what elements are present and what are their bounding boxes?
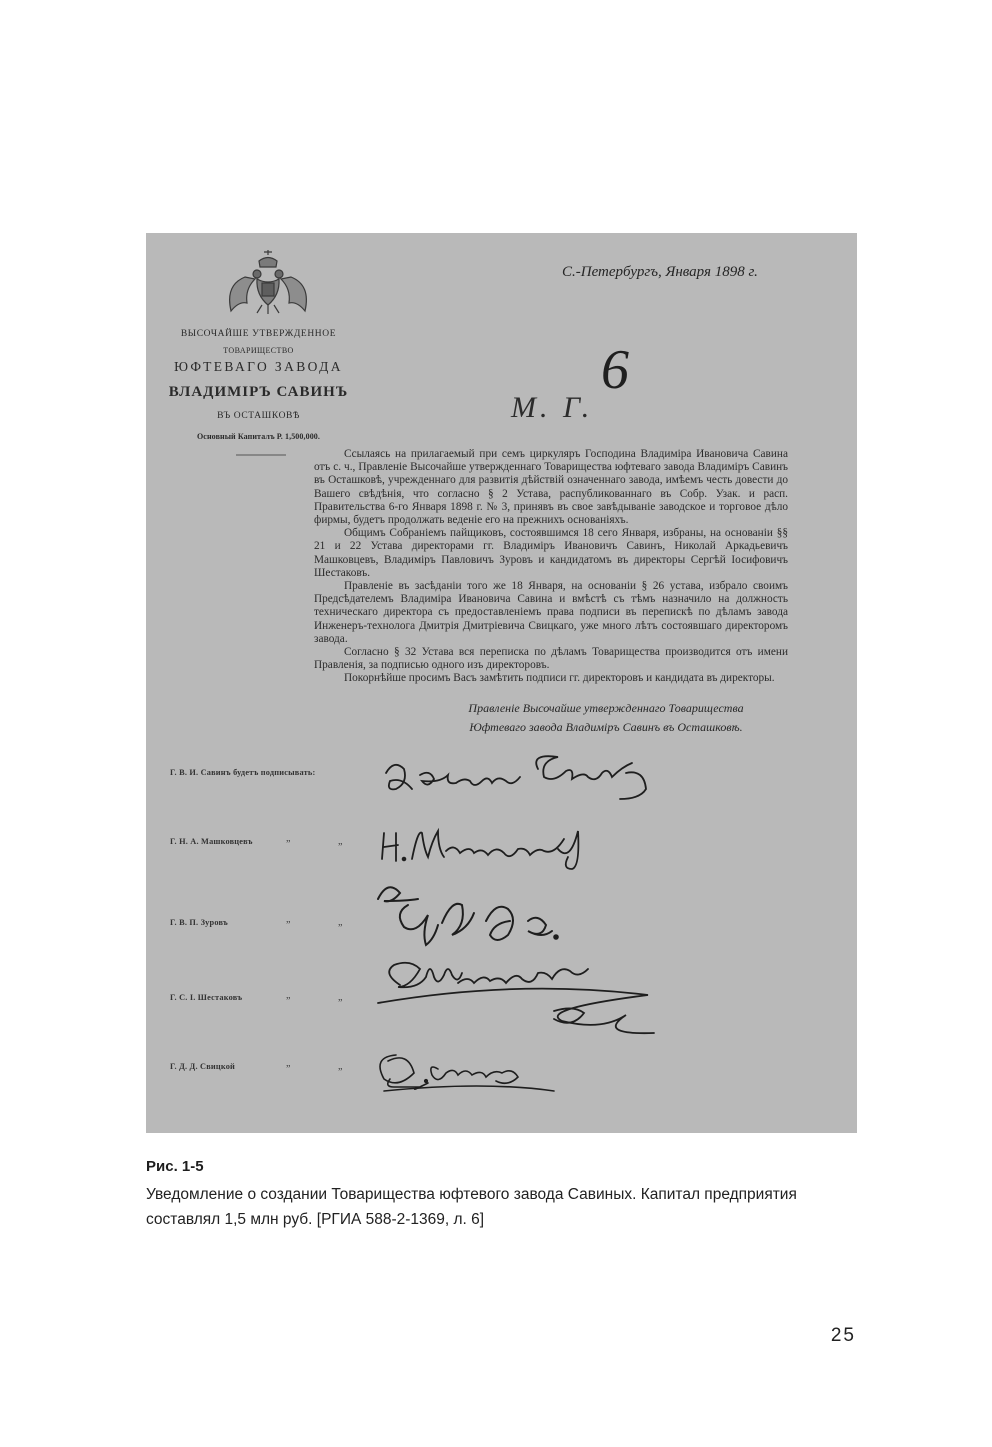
ditto-mark: „ [286, 1058, 291, 1069]
signature-svitskoy [380, 1055, 554, 1091]
document-scan [146, 233, 857, 1133]
ditto-mark: „ [286, 914, 291, 925]
signatory-label-svitskoy: Г. Д. Д. Свицкой [170, 1062, 236, 1071]
body-paragraph: Общимъ Собраніемъ пайщиковъ, состоявшимся 18 сего Января, избраны, на основаніи §§ 21 и 22 Устава директорами гг. Владиміръ Ивановичъ Савинъ, Николай Аркадьевичъ Машковцевъ, Владиміръ Павловичъ Зуровъ и кандидатомъ въ директоры Сергѣй Іосифовичъ Шестаковъ. [314, 527, 788, 579]
signatory-label-mashkovtsev: Г. Н. А. Машковцевъ [170, 837, 253, 846]
ditto-mark: „ [338, 1061, 343, 1072]
ditto-mark: „ [286, 990, 291, 1001]
letterhead-line-2: ТОВАРИЩЕСТВО [223, 346, 294, 355]
ditto-mark: „ [338, 917, 343, 928]
signatory-label-shestakov: Г. С. І. Шестаковъ [170, 993, 243, 1002]
letterhead-location: ВЪ ОСТАШКОВѢ [217, 411, 300, 421]
signature-shestakov [378, 963, 654, 1033]
figure-caption-title: Рис. 1-5 [146, 1158, 204, 1175]
ditto-mark: „ [286, 833, 291, 844]
letterhead-company: ЮФТЕВАГО ЗАВОДА [174, 359, 343, 374]
signature-zurov [378, 887, 558, 945]
signature-savin [386, 756, 646, 799]
letter-body [314, 448, 788, 686]
body-paragraph: Ссылаясь на прилагаемый при семъ циркуляръ Господина Владиміра Ивановича Савина отъ с. ч., Правленіе Высочайше утвержденнаго Товарищества юфтеваго завода Владиміръ Савинъ въ Осташковѣ, учрежденнаго для развитія дѣйствій означеннаго завода, имѣемъ честь довести до Вашего свѣдѣнія, что согласно § 2 Устава, распубликованнаго въ Собр. Узак. и расп. Правительства 6-го Января 1898 г. № 3, принявъ въ свое завѣдываніе заводское и торговое дѣло фирмы, будетъ продолжать веденіе его на прежнихъ основаніяхъ. [314, 448, 788, 527]
page-number: 25 [830, 1325, 856, 1346]
figure-caption-text: Уведомление о создании Товарищества юфтевого завода Савиных. Капитал предприятия составлял 1,5 млн руб. [РГИА 588-2-1369, л. 6] [146, 1186, 797, 1228]
page-sheet-number: 6 [601, 339, 629, 401]
signature-mashkovtsev [382, 831, 578, 869]
letterhead-capital: Основный Капиталъ Р. 1,500,000. [196, 432, 320, 441]
ditto-mark: „ [338, 836, 343, 847]
ditto-mark: „ [338, 992, 343, 1003]
body-paragraph: Согласно § 32 Устава вся переписка по дѣламъ Товарищества производится отъ имени Правленія, за подписью одного изъ директоровъ. [314, 646, 788, 672]
letterhead-owner: ВЛАДИМІРЪ САВИНЪ [168, 384, 349, 400]
letterhead-line-1: ВЫСОЧАЙШЕ УТВЕРЖДЕННОЕ [180, 329, 337, 339]
closing-line-1: Правленіе Высочайше утвержденнаго Товарищества [468, 701, 744, 715]
signatory-label-zurov: Г. В. П. Зуровъ [170, 918, 228, 927]
closing-line-2: Юфтеваго завода Владиміръ Савинъ въ Осташковѣ. [469, 720, 743, 734]
place-date: С.-Петербургъ, Января 1898 г. [562, 264, 758, 280]
salutation: М. Г. [511, 391, 594, 424]
signatory-label-savin: Г. В. И. Савинъ будетъ подписывать: [170, 768, 316, 777]
imperial-eagle-emblem [230, 250, 307, 314]
body-paragraph: Покорнѣйше просимъ Васъ замѣтить подписи гг. директоровъ и кандидата въ директоры. [344, 672, 775, 685]
body-paragraph: Правленіе въ засѣданіи того же 18 Января, на основаніи § 26 устава, избрало своимъ Предсѣдателемъ Владиміра Ивановича Савина и вмѣстѣ съ тѣмъ назначило на должность техническаго директора съ предоставленіемъ права подписи въ перепискѣ по дѣламъ завода Инженеръ-технолога Дмитрія Дмитріевича Свицкаго, уже много лѣтъ состоявшаго директоромъ завода. [314, 580, 788, 645]
letter-closing [446, 699, 766, 737]
